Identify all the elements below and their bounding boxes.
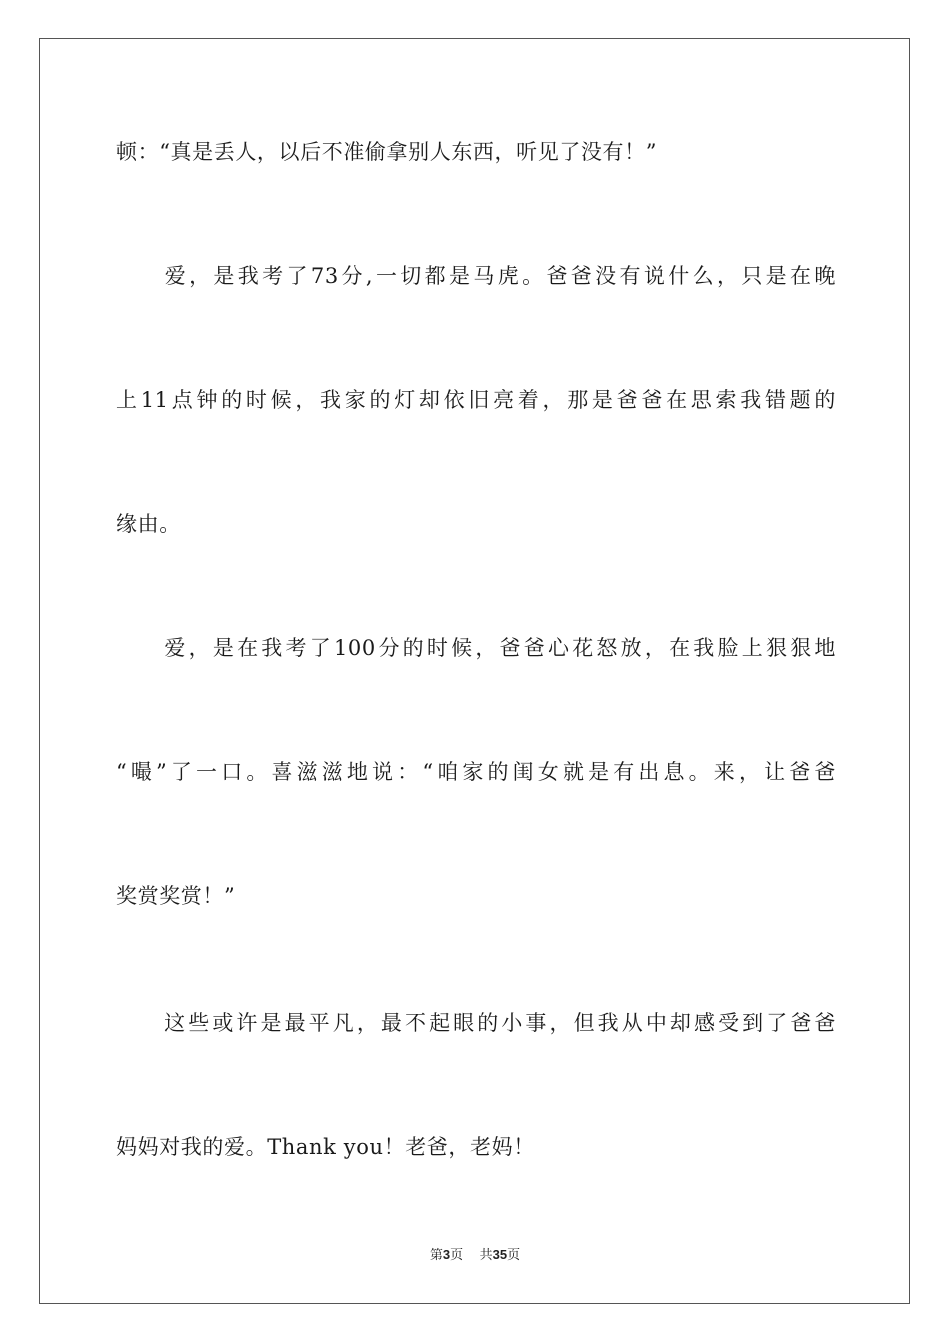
total-page-count: 35 [492,1247,508,1262]
text-line: 这些或许是最平凡，最不起眼的小事，但我从中却感受到了爸爸 [116,1011,836,1035]
footer-total-prefix: 共 [479,1248,493,1263]
text-line: 妈妈对我的爱。Thank you！老爸，老妈！ [116,1135,535,1159]
text-line: 爱，是我考了73分,一切都是马虎。爸爸没有说什么，只是在晚 [116,264,836,288]
text-line: 缘由。 [116,512,181,536]
page-footer [0,1246,950,1265]
current-page-number: 3 [442,1247,451,1262]
text-line: 顿：“真是丢人，以后不准偷拿别人东西，听见了没有！” [116,140,658,164]
text-line: 上11点钟的时候，我家的灯却依旧亮着，那是爸爸在思索我错题的 [116,388,836,412]
text-line: 奖赏奖赏！” [116,884,236,908]
footer-prefix: 第 [429,1248,443,1263]
footer-page-suffix: 页 [450,1248,464,1263]
text-line: “嘬”了一口。喜滋滋地说：“咱家的闺女就是有出息。来，让爸爸 [116,760,836,784]
footer-total-suffix: 页 [507,1248,521,1263]
page-border [39,38,910,1304]
text-line: 爱，是在我考了100分的时候，爸爸心花怒放，在我脸上狠狠地 [116,636,836,660]
